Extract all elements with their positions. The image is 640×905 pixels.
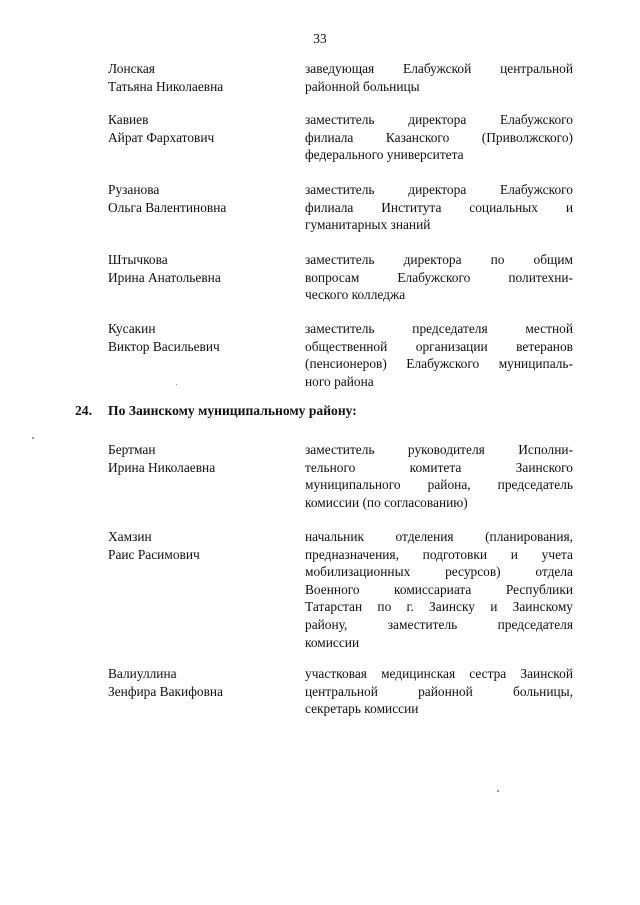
scan-speck: [176, 384, 177, 385]
member-surname: Кавиев: [108, 112, 149, 127]
member-name: [108, 441, 293, 476]
role-line: участковая медицинская сестра Заинской: [305, 666, 573, 681]
role-line: филиала Института социальных и: [305, 199, 573, 215]
section-heading: [75, 402, 357, 420]
role-line: заместитель руководителя Исполни-: [305, 442, 573, 457]
scan-speck: [32, 437, 34, 439]
role-line: комиссии (по согласованию): [305, 494, 468, 510]
section-number: 24.: [75, 403, 92, 418]
member-given-names: Айрат Фархатович: [108, 129, 215, 145]
member-surname: Штычкова: [108, 252, 168, 267]
member-name: [108, 251, 293, 286]
page-number: 33: [313, 31, 327, 46]
member-name: [108, 528, 293, 563]
role-line: вопросам Елабужского политехни-: [305, 269, 573, 285]
member-given-names: Ирина Анатольевна: [108, 269, 221, 285]
member-role: [305, 111, 573, 164]
member-surname: Рузанова: [108, 182, 160, 197]
role-line: заместитель директора по общим: [305, 252, 573, 267]
member-given-names: Ирина Николаевна: [108, 459, 216, 475]
member-role: [305, 251, 573, 304]
member-surname: Валиуллина: [108, 666, 177, 681]
member-role: [305, 181, 573, 234]
member-role: [305, 441, 573, 511]
member-role: [305, 60, 573, 95]
member-name: [108, 665, 293, 700]
member-name: [108, 320, 293, 355]
section-title: По Заинскому муниципальному району:: [108, 403, 357, 418]
member-role: [305, 320, 573, 390]
member-surname: Лонская: [108, 61, 155, 76]
role-line: секретарь комиссии: [305, 701, 419, 717]
member-name: [108, 111, 293, 146]
role-line: заведующая Елабужской центральной: [305, 61, 573, 76]
role-line: муниципального района, председатель: [305, 477, 573, 493]
scan-speck: [497, 790, 499, 792]
member-name: [108, 181, 293, 216]
role-line: ческого колледжа: [305, 287, 406, 303]
role-line: комиссии: [305, 634, 360, 650]
role-line: филиала Казанского (Приволжского): [305, 129, 573, 145]
role-line: заместитель председателя местной: [305, 321, 573, 336]
role-line: Татарстан по г. Заинску и Заинскому: [305, 599, 573, 615]
member-surname: Бертман: [108, 442, 156, 457]
member-given-names: Раис Расимович: [108, 546, 200, 562]
member-given-names: Ольга Валентиновна: [108, 199, 227, 215]
role-line: Военного комиссариата Республики: [305, 581, 573, 597]
role-line: (пенсионеров) Елабужского муниципаль-: [305, 356, 573, 372]
role-line: предназначения, подготовки и учета: [305, 546, 573, 562]
role-line: начальник отделения (планирования,: [305, 529, 573, 544]
role-line: ного района: [305, 373, 374, 389]
role-line: районной больницы: [305, 78, 420, 94]
member-surname: Хамзин: [108, 529, 152, 544]
member-role: [305, 665, 573, 718]
role-line: району, заместитель председателя: [305, 616, 573, 632]
role-line: федерального университета: [305, 147, 464, 163]
role-line: заместитель директора Елабужского: [305, 112, 573, 127]
role-line: центральной районной больницы,: [305, 683, 573, 699]
member-given-names: Зенфира Вакифовна: [108, 683, 223, 699]
role-line: общественной организации ветеранов: [305, 338, 573, 354]
member-given-names: Виктор Васильевич: [108, 338, 220, 354]
role-line: заместитель директора Елабужского: [305, 182, 573, 197]
member-name: [108, 60, 293, 95]
member-given-names: Татьяна Николаевна: [108, 78, 224, 94]
member-surname: Кусакин: [108, 321, 156, 336]
role-line: мобилизационных ресурсов) отдела: [305, 564, 573, 580]
member-role: [305, 528, 573, 651]
role-line: гуманитарных знаний: [305, 217, 431, 233]
role-line: тельного комитета Заинского: [305, 459, 573, 475]
